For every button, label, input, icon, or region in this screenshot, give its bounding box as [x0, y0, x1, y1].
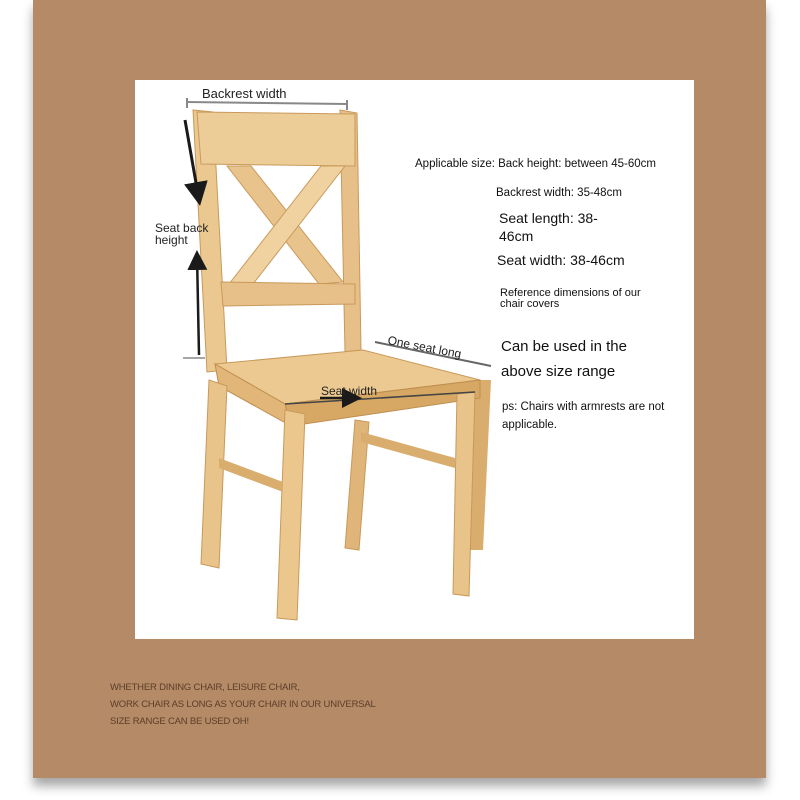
product-image-panel: [135, 80, 694, 639]
spec-seat-length: Seat length: 38-46cm: [499, 210, 598, 244]
spec-reference-note: Reference dimensions of our chair covers: [500, 287, 641, 310]
spec-usable-range: Can be used in the above size range: [501, 338, 627, 380]
chair-top-rail: [197, 112, 355, 166]
spec-seat-width: Seat width: 38-46cm: [497, 252, 625, 268]
chair-stretcher-left: [219, 458, 283, 492]
chair-lower-back-rail: [221, 282, 355, 306]
chair-front-leg-left: [201, 380, 227, 568]
chair-stretcher-right: [361, 432, 455, 468]
label-backrest-width: Backrest width: [202, 86, 287, 101]
label-seat-width: Seat width: [321, 384, 378, 398]
spec-armrest-note: ps: Chairs with armrests are not applicable.: [502, 401, 665, 431]
spec-backrest-width: Backrest width: 35-48cm: [496, 187, 622, 199]
footer-line-3: SIZE RANGE CAN BE USED OH!: [110, 716, 249, 727]
footer-slogan: [110, 679, 410, 730]
seat-back-height-arrow-up: [197, 255, 199, 355]
label-one-seat-long: One seat long: [386, 333, 463, 362]
label-seat-back-height: Seat back height: [155, 221, 209, 247]
footer-line-1: WHETHER DINING CHAIR, LEISURE CHAIR,: [110, 682, 300, 693]
chair-front-leg-right: [277, 410, 305, 620]
backrest-width-measure-line: [187, 102, 347, 104]
footer-line-2: WORK CHAIR AS LONG AS YOUR CHAIR IN OUR UNIVERSAL: [110, 699, 376, 710]
chair-front-leg-far: [453, 392, 475, 596]
spec-applicable-size: Applicable size: Back height: between 45-60cm: [415, 158, 657, 170]
